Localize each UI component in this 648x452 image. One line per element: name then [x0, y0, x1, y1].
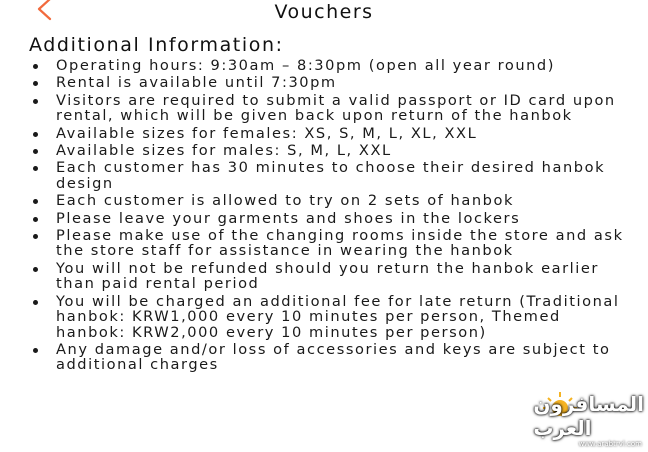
bullet-icon — [33, 348, 38, 353]
section-heading: Additional Information: — [29, 34, 284, 56]
list-item-text: Available sizes for females: XS, S, M, L, XL, XXL — [56, 124, 478, 142]
list-item — [0, 342, 648, 373]
list-item — [0, 211, 648, 226]
bullet-icon — [33, 81, 38, 86]
bullet-icon — [33, 217, 38, 222]
list-item — [0, 193, 648, 208]
bullet-icon — [33, 267, 38, 272]
list-item — [0, 143, 648, 158]
list-item — [0, 160, 648, 191]
list-item-text: Please make use of the changing rooms inside the store and ask the store staff for assistance in wearing the hanbok — [56, 227, 624, 260]
list-item — [0, 93, 648, 124]
info-list — [0, 58, 648, 375]
page-title: Vouchers — [274, 1, 374, 23]
list-item-text: Operating hours: 9:30am – 8:30pm (open all year round) — [56, 57, 555, 74]
list-item-text: Please leave your garments and shoes in the lockers — [56, 209, 521, 227]
list-item — [0, 261, 648, 292]
bullet-icon — [33, 300, 38, 305]
watermark-text: المسافرون العرب — [533, 392, 644, 440]
bullet-icon — [33, 132, 38, 137]
list-item-text: Visitors are required to submit a valid passport or ID card upon rental, which will be given back upon return of the hanbok — [56, 91, 616, 125]
list-item — [0, 75, 648, 90]
bullet-icon — [33, 199, 38, 204]
list-item-text: Available sizes for males: S, M, L, XXL — [56, 142, 392, 160]
list-item-text: Each customer is allowed to try on 2 sets of hanbok — [56, 192, 514, 210]
watermark-logo — [534, 388, 644, 448]
bullet-icon — [33, 149, 38, 154]
list-item-text: You will be charged an additional fee for late return (Traditional hanbok: KRW1,000 every 10 minutes per person, Themed hanbok: KRW2,000 every 10 minutes per person) — [56, 292, 620, 341]
bullet-icon — [33, 64, 38, 69]
list-item-text: Any damage and/or loss of accessories and keys are subject to additional charges — [56, 340, 611, 374]
bullet-icon — [33, 166, 38, 171]
list-item — [0, 228, 648, 259]
list-item — [0, 58, 648, 73]
top-nav-bar — [0, 0, 648, 26]
bullet-icon — [33, 234, 38, 239]
watermark-url: www.arabtrvl.com — [578, 440, 642, 448]
list-item-text: Each customer has 30 minutes to choose their desired hanbok design — [56, 159, 606, 192]
list-item — [0, 126, 648, 141]
list-item-text: Rental is available until 7:30pm — [56, 74, 337, 92]
list-item-text: You will not be refunded should you return the hanbok earlier than paid rental period — [56, 259, 599, 293]
bullet-icon — [33, 99, 38, 104]
list-item — [0, 294, 648, 340]
